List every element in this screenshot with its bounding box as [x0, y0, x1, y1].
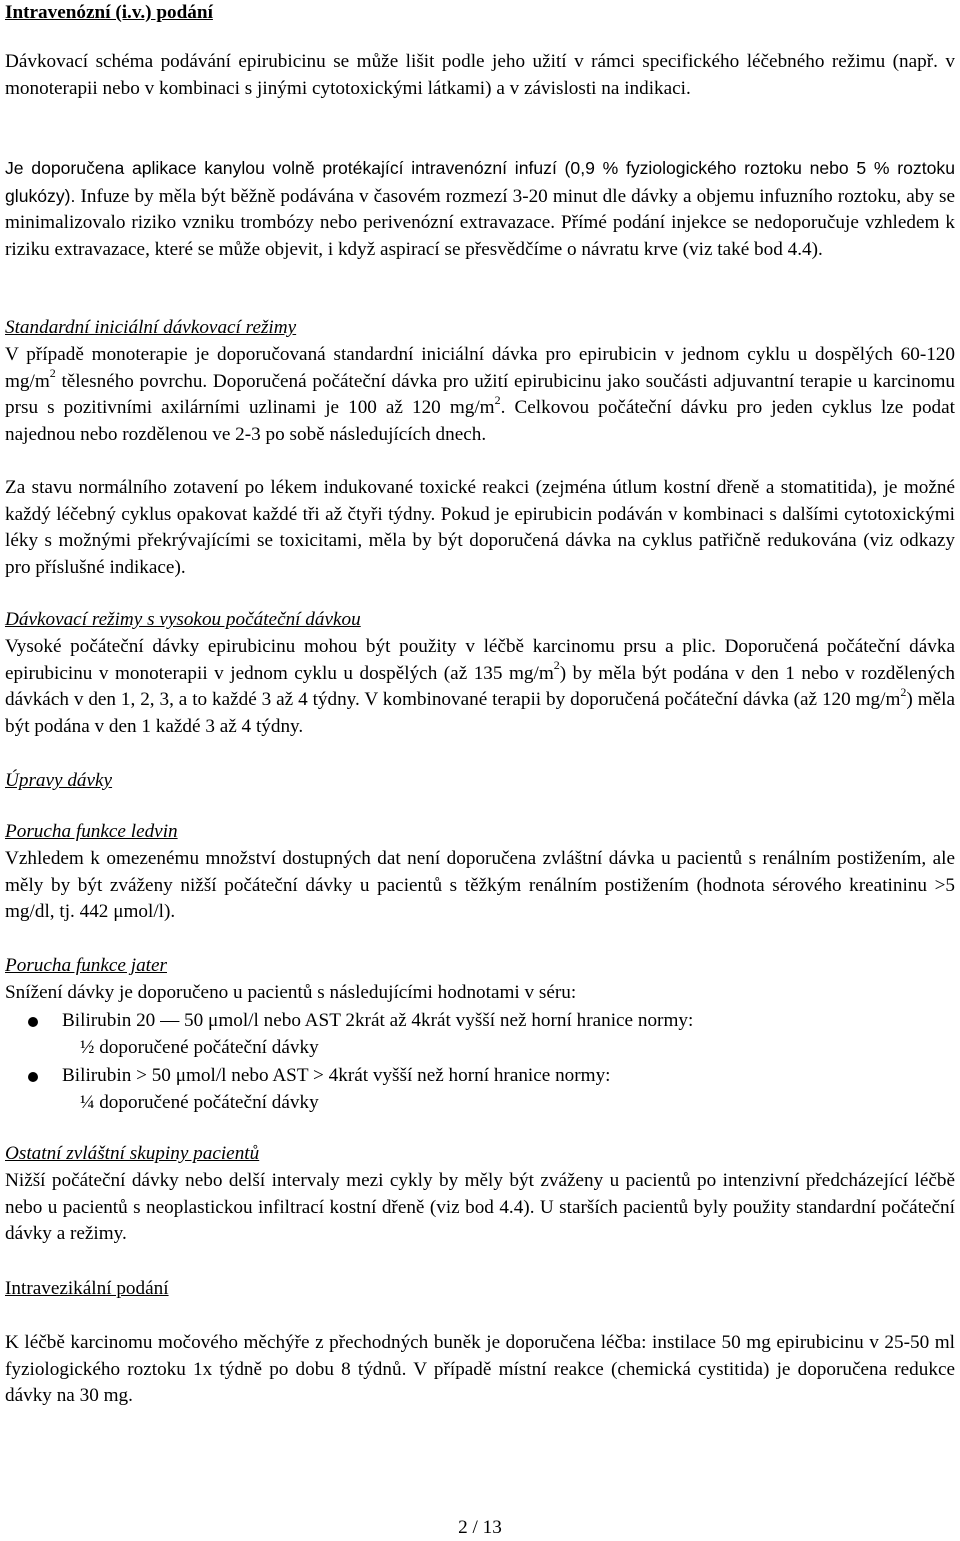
- subheading-standard-regimens: Standardní iniciální dávkovací režimy: [5, 317, 297, 338]
- subheading-special-groups: Ostatní zvláštní skupiny pacientů: [5, 1143, 260, 1164]
- high-dose-text-3: ) měla být podána v den 1 každé 3 až 4 týdny.: [5, 689, 955, 737]
- subheading-renal-impairment: Porucha funkce ledvin: [5, 821, 178, 842]
- standard-dose-text-3: . Celkovou počáteční dávku pro jeden cyklus lze podat najednou nebo rozdělenou ve 2-3 po sobě následujících dnech.: [5, 397, 955, 445]
- bullet-icon: [28, 1017, 38, 1027]
- subheading-high-dose-regimens: Dávkovací režimy s vysokou počáteční dávkou: [5, 609, 361, 630]
- paragraph-intravesical: K léčbě karcinomu močového měchýře z přechodných buněk je doporučena léčba: instilace 50 mg epirubicinu v 25-50 ml fyziologického roztoku 1x týdně po dobu 8 týdnů. V případě místní reakce (chemická cystitida) je doporučena redukce dávky na 30 mg.: [5, 1332, 955, 1406]
- infusion-duration-text: Infuze by měla být běžně podávána v časovém rozmezí 3-20 minut dle dávky a objemu infuzního roztoku, aby se minimalizovalo riziko vzniku trombózy nebo perivenózní extravazace. Přímé podání injekce se nedoporučuje vzhledem k riziku extravazace, které se může objevit, i když aspirací se přesvědčíme o návratu krve (viz také bod 4.4).: [5, 185, 955, 260]
- list-item-dose: ¼ doporučené počáteční dávky: [80, 1092, 319, 1113]
- list-item-condition: Bilirubin > 50 μmol/l nebo AST > 4krát vyšší než horní hranice normy:: [62, 1065, 611, 1086]
- list-item-condition: Bilirubin 20 — 50 μmol/l nebo AST 2krát až 4krát vyšší než horní hranice normy:: [62, 1010, 694, 1031]
- paragraph-high-dose: [5, 634, 955, 740]
- standard-dose-text-1: V případě monoterapie je doporučovaná standardní iniciální dávka pro epirubicin v jednom cyklu u dospělých 60-120 mg/m: [5, 344, 955, 392]
- paragraph-hepatic-intro: Snížení dávky je doporučeno u pacientů s následujícími hodnotami v séru:: [5, 982, 577, 1003]
- subheading-hepatic-impairment: Porucha funkce jater: [5, 955, 167, 976]
- standard-dose-text-2: tělesného povrchu. Doporučená počáteční dávka pro užití epirubicinu jako součásti adjuvantní terapie u karcinomu prsu s pozitivními axilárními uzlinami je 100 až 120 mg/m: [5, 370, 955, 418]
- superscript: 2: [494, 392, 501, 407]
- infusion-recommendation-text: Je doporučena aplikace kanylou volně protékající intravenózní infuzí (0,9 % fyziologického roztoku nebo 5 % roztoku glukózy).: [5, 158, 955, 206]
- bullet-icon: [28, 1072, 38, 1082]
- paragraph-renal: Vzhledem k omezenému množství dostupných dat není doporučena zvláštní dávka u pacientů s renálním postižením, ale měly by být zváženy nižší počáteční dávky u pacientů s těžkým renálním postižením (hodnota sérového kreatininu >5 mg/dl, tj. 442 μmol/l).: [5, 848, 955, 922]
- paragraph-recovery-cycle: Za stavu normálního zotavení po lékem indukované toxické reakci (zejména útlum kostní dřeně a stomatitida), je možné každý léčebný cyklus opakovat každé tři až čtyři týdny. Pokud je epirubicin podáván v kombinaci s dalšími cytotoxickými léky s možnými překrývajícími se toxicitami, měla by být doporučená dávka na cyklus patřičně redukována (viz odkazy pro příslušné indikace).: [5, 477, 955, 578]
- list-item-dose: ½ doporučené počáteční dávky: [80, 1037, 319, 1058]
- subheading-dose-adjustment: Úpravy dávky: [5, 770, 113, 791]
- section-heading-intravesical: Intravezikální podání: [5, 1278, 169, 1299]
- paragraph-infusion: [5, 155, 955, 263]
- section-heading-intravenous: Intravenózní (i.v.) podání: [5, 2, 213, 23]
- superscript: 2: [49, 366, 56, 381]
- paragraph-special-groups: Nižší počáteční dávky nebo delší intervaly mezi cykly by měly být zváženy u pacientů po intenzivní předcházející léčbě nebo u pacientů s neoplastickou infiltrací kostní dřeně (viz bod 4.4). U starších pacientů byly použity standardní počáteční dávky a režimy.: [5, 1170, 955, 1244]
- high-dose-text-2: ) by měla být podána v den 1 nebo v rozdělených dávkách v den 1, 2, 3, a to každé 3 až 4 týdny. V kombinované terapii by doporučená počáteční dávka (až 120 mg/m: [5, 662, 955, 710]
- high-dose-text-1: Vysoké počáteční dávky epirubicinu mohou být použity v léčbě karcinomu prsu a plic. Doporučená počáteční dávka epirubicinu v monoterapii v jednom cyklu u dospělých (až 135 mg/m: [5, 636, 955, 684]
- paragraph-dosing-schema: Dávkovací schéma podávání epirubicinu se může lišit podle jeho užití v rámci specifického léčebného režimu (např. v monoterapii nebo v kombinaci s jinými cytotoxickými látkami) a v závislosti na indikaci.: [5, 51, 955, 99]
- superscript: 2: [900, 684, 907, 699]
- paragraph-standard-dose: [5, 342, 955, 448]
- superscript: 2: [553, 658, 560, 673]
- page-number: 2 / 13: [458, 1517, 502, 1538]
